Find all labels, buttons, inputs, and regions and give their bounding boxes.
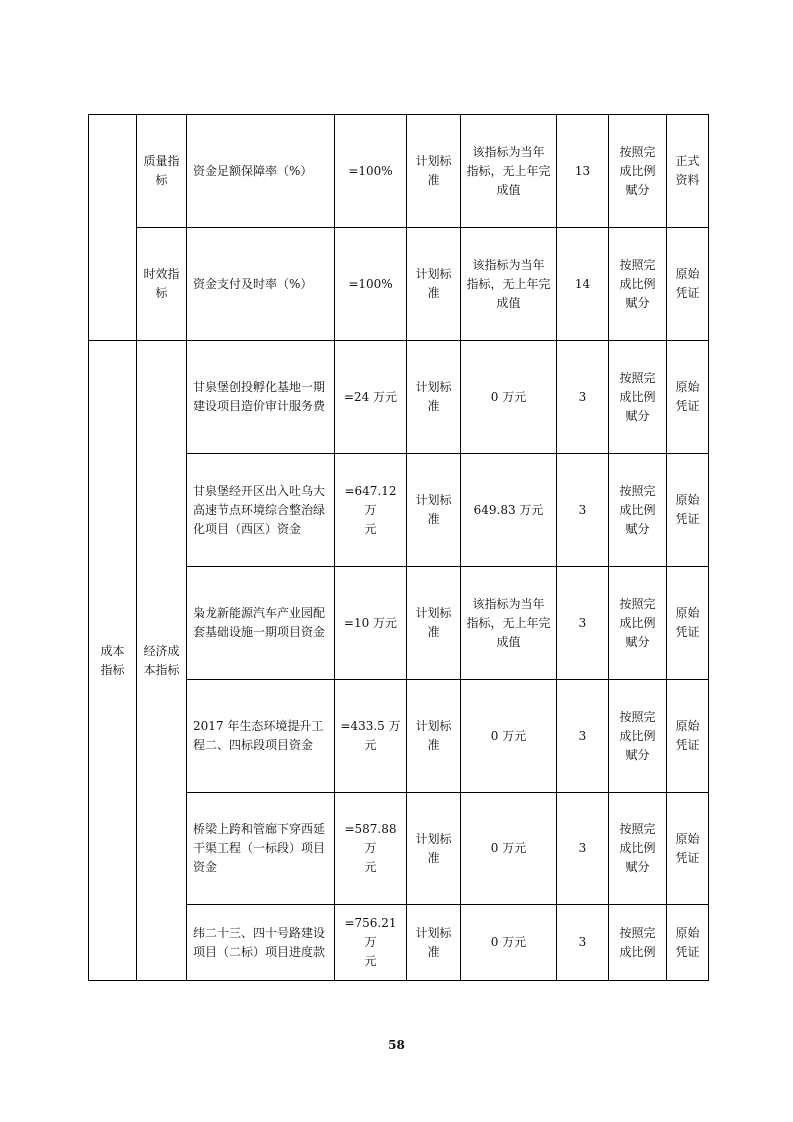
score-cell: 14 — [557, 228, 609, 341]
actual-cell: 该指标为当年 指标，无上年完 成值 — [461, 567, 557, 680]
basis-cell: 计划标 准 — [407, 228, 461, 341]
target-cell: =587.88 万 元 — [335, 793, 407, 905]
indicator-cell: 资金足额保障率（%） — [187, 115, 335, 228]
basis-cell: 计划标 准 — [407, 567, 461, 680]
source-cell: 原始 凭证 — [667, 793, 709, 905]
indicator-cell: 甘泉堡经开区出入吐乌大 高速节点环境综合整治绿 化项目（西区）资金 — [187, 454, 335, 567]
source-cell: 原始 凭证 — [667, 680, 709, 793]
basis-cell: 计划标 准 — [407, 454, 461, 567]
actual-cell: 该指标为当年 指标，无上年完 成值 — [461, 228, 557, 341]
score-cell: 3 — [557, 680, 609, 793]
category-cell-cost: 成本 指标 — [89, 341, 137, 981]
basis-cell: 计划标 准 — [407, 793, 461, 905]
source-cell: 原始 凭证 — [667, 567, 709, 680]
subcategory-cell-economic-cost: 经济成 本指标 — [137, 341, 187, 981]
source-cell: 正式 资料 — [667, 115, 709, 228]
target-cell: =10 万元 — [335, 567, 407, 680]
score-cell: 3 — [557, 793, 609, 905]
score-cell: 3 — [557, 567, 609, 680]
subcategory-cell: 质量指 标 — [137, 115, 187, 228]
indicator-cell: 纬二十三、四十号路建设 项目（二标）项目进度款 — [187, 905, 335, 981]
method-cell: 按照完 成比例 赋分 — [609, 793, 667, 905]
method-cell: 按照完 成比例 赋分 — [609, 341, 667, 454]
source-cell: 原始 凭证 — [667, 341, 709, 454]
source-cell: 原始 凭证 — [667, 905, 709, 981]
actual-cell: 0 万元 — [461, 793, 557, 905]
actual-cell: 649.83 万元 — [461, 454, 557, 567]
table-row — [89, 341, 709, 454]
actual-cell: 0 万元 — [461, 680, 557, 793]
score-cell: 3 — [557, 905, 609, 981]
subcategory-cell: 时效指 标 — [137, 228, 187, 341]
target-cell: =100% — [335, 115, 407, 228]
method-cell: 按照完 成比例 赋分 — [609, 567, 667, 680]
basis-cell: 计划标 准 — [407, 905, 461, 981]
target-cell: =647.12 万 元 — [335, 454, 407, 567]
indicator-cell: 资金支付及时率（%） — [187, 228, 335, 341]
indicator-cell: 2017 年生态环境提升工 程二、四标段项目资金 — [187, 680, 335, 793]
target-cell: =756.21 万 元 — [335, 905, 407, 981]
method-cell: 按照完 成比例 赋分 — [609, 454, 667, 567]
page-number: 58 — [388, 1038, 405, 1052]
actual-cell: 该指标为当年 指标，无上年完 成值 — [461, 115, 557, 228]
method-cell: 按照完 成比例 — [609, 905, 667, 981]
method-cell: 按照完 成比例 赋分 — [609, 680, 667, 793]
score-cell: 3 — [557, 454, 609, 567]
indicator-cell: 枭龙新能源汽车产业园配 套基础设施一期项目资金 — [187, 567, 335, 680]
indicator-cell: 甘泉堡创投孵化基地一期 建设项目造价审计服务费 — [187, 341, 335, 454]
score-cell: 13 — [557, 115, 609, 228]
actual-cell: 0 万元 — [461, 341, 557, 454]
method-cell: 按照完 成比例 赋分 — [609, 115, 667, 228]
source-cell: 原始 凭证 — [667, 454, 709, 567]
category-cell-empty — [89, 115, 137, 341]
indicator-cell: 桥梁上跨和管廊下穿西延 干渠工程（一标段）项目 资金 — [187, 793, 335, 905]
performance-indicator-table — [88, 114, 709, 981]
table-row — [89, 228, 709, 341]
target-cell: =433.5 万 元 — [335, 680, 407, 793]
basis-cell: 计划标 准 — [407, 115, 461, 228]
source-cell: 原始 凭证 — [667, 228, 709, 341]
target-cell: =100% — [335, 228, 407, 341]
method-cell: 按照完 成比例 赋分 — [609, 228, 667, 341]
table-row — [89, 115, 709, 228]
score-cell: 3 — [557, 341, 609, 454]
target-cell: =24 万元 — [335, 341, 407, 454]
actual-cell: 0 万元 — [461, 905, 557, 981]
basis-cell: 计划标 准 — [407, 680, 461, 793]
basis-cell: 计划标 准 — [407, 341, 461, 454]
